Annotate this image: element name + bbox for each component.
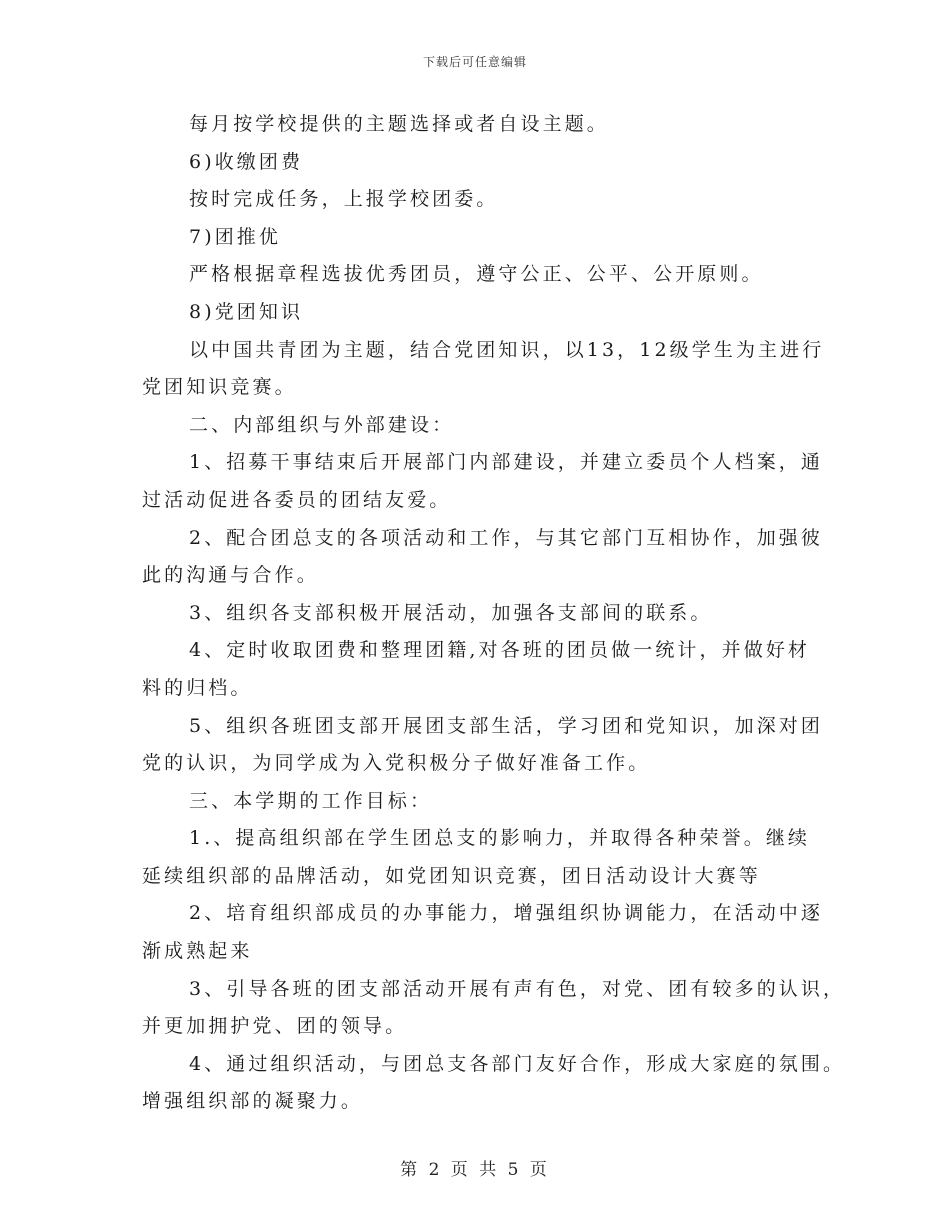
paragraph-line: 渐成熟起来 — [142, 940, 253, 963]
paragraph-line: 延续组织部的品牌活动，如党团知识竞赛，团日活动设计大赛等 — [142, 864, 761, 887]
paragraph-line: 3、引导各班的团支部活动开展有声有色，对党、团有较多的认识， — [189, 977, 846, 1000]
paragraph-line: 过活动促进各委员的团结友爱。 — [142, 488, 452, 511]
paragraph-line: 1、招募干事结束后开展部门内部建设，并建立委员个人档案，通 — [189, 451, 823, 474]
paragraph-line: 4、通过组织活动，与团总支各部门友好合作，形成大家庭的氛围。 — [189, 1052, 846, 1075]
paragraph-line: 4、定时收取团费和整理团籍,对各班的团员做一统计，并做好材 — [189, 639, 811, 662]
section-heading: 二、内部组织与外部建设： — [189, 413, 455, 436]
paragraph-line: 此的沟通与合作。 — [142, 564, 319, 587]
paragraph-line: 并更加拥护党、团的领导。 — [142, 1015, 408, 1038]
paragraph-line: 增强组织部的凝聚力。 — [142, 1090, 364, 1113]
page-header: 下载后可任意编辑 — [422, 55, 527, 69]
section-heading: 7)团推优 — [189, 225, 282, 248]
paragraph-line: 3、组织各支部积极开展活动，加强各支部间的联系。 — [189, 601, 713, 624]
section-heading: 三、本学期的工作目标： — [189, 789, 433, 812]
paragraph-line: 5、组织各班团支部开展团支部生活，学习团和党知识，加深对团 — [189, 714, 823, 737]
paragraph-line: 以中国共青团为主题，结合党团知识，以13，12级学生为主进行 — [189, 338, 825, 361]
paragraph-line: 2、配合团总支的各项活动和工作，与其它部门互相协作，加强彼 — [189, 526, 823, 549]
section-heading: 6)收缴团费 — [189, 150, 304, 173]
paragraph-line: 按时完成任务，上报学校团委。 — [189, 188, 499, 211]
paragraph-line: 1.、提高组织部在学生团总支的影响力，并取得各种荣誉。继续 — [189, 827, 811, 850]
paragraph-line: 2、培育组织部成员的办事能力，增强组织协调能力，在活动中逐 — [189, 902, 823, 925]
section-heading: 8)党团知识 — [189, 300, 304, 323]
paragraph-line: 每月按学校提供的主题选择或者自设主题。 — [189, 113, 609, 135]
document-body — [142, 106, 846, 1121]
paragraph-line: 严格根据章程选拔优秀团员，遵守公正、公平、公开原则。 — [189, 263, 764, 286]
paragraph-line: 党团知识竞赛。 — [142, 376, 297, 399]
page-number-footer: 第 2 页 共 5 页 — [400, 1160, 550, 1180]
paragraph-line: 党的认识，为同学成为入党积极分子做好准备工作。 — [142, 752, 651, 775]
paragraph-line: 料的归档。 — [142, 676, 253, 699]
